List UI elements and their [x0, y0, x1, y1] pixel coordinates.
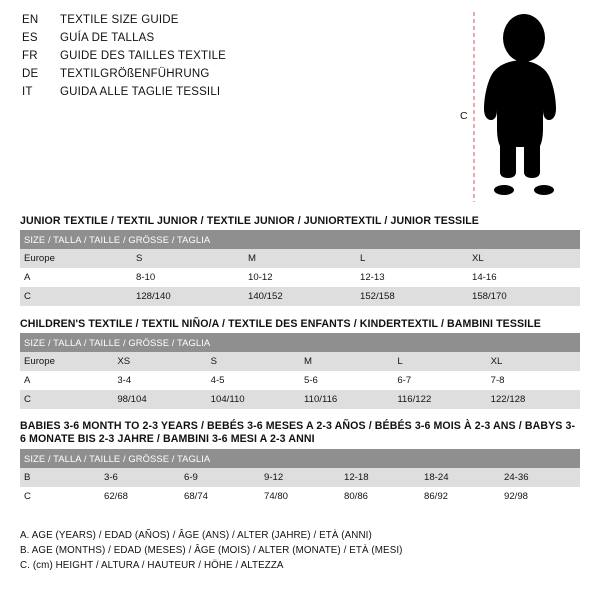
- language-row: [22, 68, 452, 86]
- section-title: CHILDREN'S TEXTILE / TEXTIL NIÑO/A / TEXTILE DES ENFANTS / KINDERTEXTIL / BAMBINI TESSILE: [20, 318, 541, 330]
- row-cell: 86/92: [420, 487, 500, 506]
- row-cell: M: [244, 249, 356, 268]
- row-cell: 6-7: [393, 371, 486, 390]
- row-cell: M: [300, 352, 393, 371]
- row-cell: 122/128: [487, 390, 580, 409]
- junior-size-table: [20, 230, 580, 306]
- row-cell: 98/104: [113, 390, 206, 409]
- row-cell: L: [393, 352, 486, 371]
- row-cell: 9-12: [260, 468, 340, 487]
- children-size-table: [20, 333, 580, 409]
- language-code: DE: [22, 68, 39, 80]
- section-title: BABIES 3-6 MONTH TO 2-3 YEARS / BEBÉS 3-6 MESES A 2-3 AÑOS / BÉBÉS 3-6 MOIS À 2-3 ANS / BABYS 3-6 MONATE BIS 2-3 JAHRE / BAMBINI 3-6 MESI A 2-3 ANNI: [20, 420, 576, 445]
- row-cell: 110/116: [300, 390, 393, 409]
- table-header-row: [20, 449, 580, 468]
- size-header-label: SIZE / TALLA / TAILLE / GRÖSSE / TAGLIA: [20, 449, 580, 468]
- row-cell: 12-18: [340, 468, 420, 487]
- row-cell: 74/80: [260, 487, 340, 506]
- row-cell: 5-6: [300, 371, 393, 390]
- row-cell: 80/86: [340, 487, 420, 506]
- language-code: ES: [22, 32, 38, 44]
- table-row: [20, 371, 580, 390]
- row-cell: 140/152: [244, 287, 356, 306]
- footnote-c: C. (cm) HEIGHT / ALTURA / HAUTEUR / HÖHE / ALTEZZA: [20, 560, 284, 571]
- language-code: EN: [22, 14, 39, 26]
- table-row: [20, 287, 580, 306]
- row-label: A: [20, 371, 113, 390]
- row-cell: 68/74: [180, 487, 260, 506]
- row-cell: 158/170: [468, 287, 580, 306]
- row-label: Europe: [20, 249, 132, 268]
- section-junior: [20, 215, 580, 306]
- footnote-a: A. AGE (YEARS) / EDAD (AÑOS) / ÂGE (ANS) / ALTER (JAHRE) / ETÀ (ANNI): [20, 530, 372, 541]
- row-cell: 104/110: [207, 390, 300, 409]
- language-row: [22, 32, 452, 50]
- language-title: GUIDA ALLE TAGLIE TESSILI: [60, 86, 221, 98]
- row-cell: 152/158: [356, 287, 468, 306]
- table-row: [20, 468, 580, 487]
- row-cell: 62/68: [100, 487, 180, 506]
- language-code: FR: [22, 50, 38, 62]
- language-title: TEXTILE SIZE GUIDE: [60, 14, 179, 26]
- child-silhouette-icon: [452, 6, 592, 206]
- size-header-label: SIZE / TALLA / TAILLE / GRÖSSE / TAGLIA: [20, 333, 580, 352]
- table-row: [20, 268, 580, 287]
- language-title-list: [22, 14, 452, 104]
- row-cell: 6-9: [180, 468, 260, 487]
- table-header-row: [20, 333, 580, 352]
- footnote-list: [20, 528, 580, 573]
- row-cell: 4-5: [207, 371, 300, 390]
- row-cell: XL: [468, 249, 580, 268]
- table-row: [20, 352, 580, 371]
- language-code: IT: [22, 86, 33, 98]
- language-title: TEXTILGRÖßENFÜHRUNG: [60, 68, 210, 80]
- row-cell: 92/98: [500, 487, 580, 506]
- row-cell: 14-16: [468, 268, 580, 287]
- section-title: JUNIOR TEXTILE / TEXTIL JUNIOR / TEXTILE JUNIOR / JUNIORTEXTIL / JUNIOR TESSILE: [20, 215, 479, 227]
- language-row: [22, 14, 452, 32]
- babies-size-table: [20, 449, 580, 506]
- language-row: [22, 86, 452, 104]
- row-cell: 12-13: [356, 268, 468, 287]
- table-row: [20, 487, 580, 506]
- section-children: [20, 318, 580, 409]
- row-cell: 10-12: [244, 268, 356, 287]
- footnote-b: B. AGE (MONTHS) / EDAD (MESES) / ÂGE (MOIS) / ALTER (MONATE) / ETÀ (MESI): [20, 545, 403, 556]
- row-cell: 7-8: [487, 371, 580, 390]
- measure-label-c: C: [460, 110, 468, 122]
- language-title: GUIDE DES TAILLES TEXTILE: [60, 50, 227, 62]
- table-row: [20, 390, 580, 409]
- row-cell: S: [207, 352, 300, 371]
- row-cell: XL: [487, 352, 580, 371]
- row-label: Europe: [20, 352, 113, 371]
- row-label: B: [20, 468, 100, 487]
- row-cell: 128/140: [132, 287, 244, 306]
- row-label: C: [20, 487, 100, 506]
- language-title: GUÍA DE TALLAS: [60, 32, 155, 44]
- table-header-row: [20, 230, 580, 249]
- row-cell: 18-24: [420, 468, 500, 487]
- row-cell: L: [356, 249, 468, 268]
- row-label: C: [20, 390, 113, 409]
- child-silhouette-figure: [452, 6, 592, 206]
- size-header-label: SIZE / TALLA / TAILLE / GRÖSSE / TAGLIA: [20, 230, 580, 249]
- row-cell: S: [132, 249, 244, 268]
- row-cell: 116/122: [393, 390, 486, 409]
- section-babies: [20, 420, 580, 506]
- row-label: A: [20, 268, 132, 287]
- row-label: C: [20, 287, 132, 306]
- row-cell: 3-6: [100, 468, 180, 487]
- language-row: [22, 50, 452, 68]
- row-cell: 8-10: [132, 268, 244, 287]
- row-cell: XS: [113, 352, 206, 371]
- row-cell: 3-4: [113, 371, 206, 390]
- table-row: [20, 249, 580, 268]
- row-cell: 24-36: [500, 468, 580, 487]
